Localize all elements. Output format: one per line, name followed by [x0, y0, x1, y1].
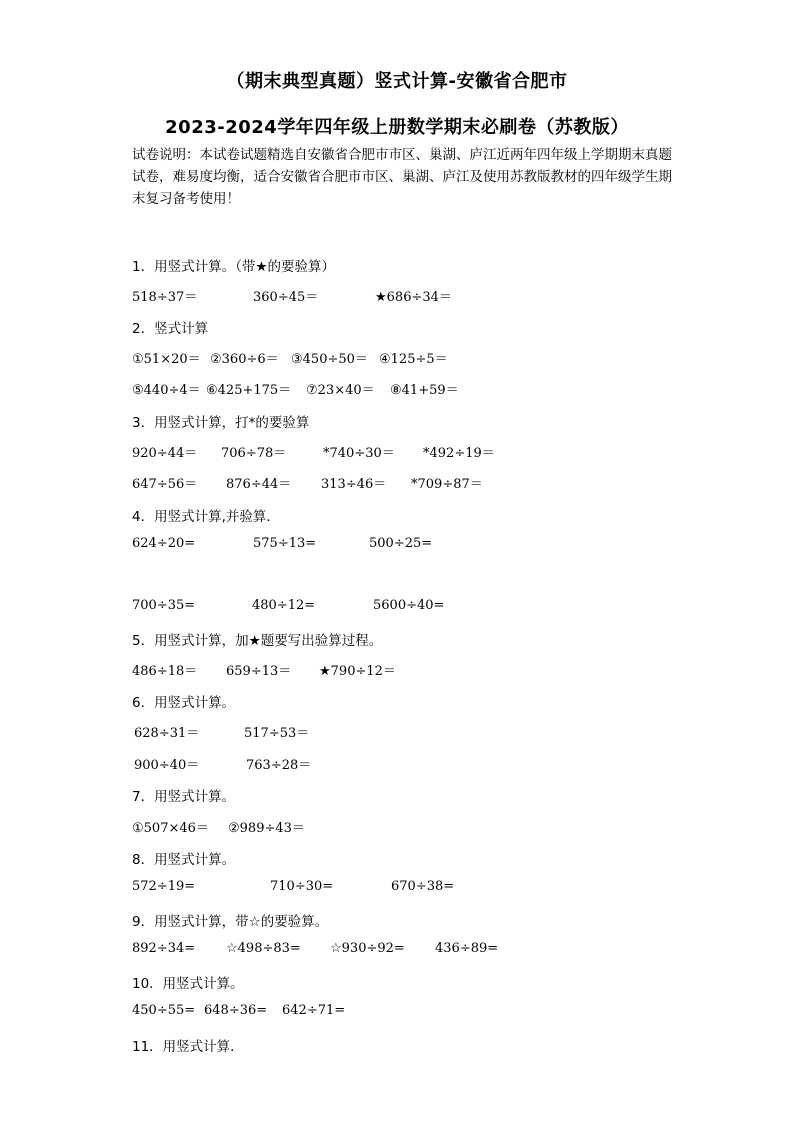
expr: 518÷37＝	[132, 290, 198, 305]
expr: ②360÷6＝	[210, 352, 279, 367]
expr: 920÷44＝	[132, 446, 198, 461]
expr: 659÷13＝	[226, 664, 292, 679]
question-11-heading: 11．用竖式计算．	[132, 1039, 244, 1055]
expr: ③450÷50＝	[291, 352, 368, 367]
question-10-heading: 10．用竖式计算。	[132, 976, 244, 992]
question-9-heading: 9．用竖式计算，带☆的要验算。	[132, 914, 329, 930]
expr: 450÷55=	[132, 1003, 196, 1018]
expr: 628÷31＝	[134, 726, 200, 741]
expr: ★790÷12＝	[319, 664, 396, 679]
expr: 876÷44＝	[226, 477, 292, 492]
expr: 900÷40＝	[134, 758, 200, 773]
question-7-heading: 7．用竖式计算。	[132, 789, 236, 805]
expr: 648÷36=	[204, 1003, 268, 1018]
expr: ☆930÷92=	[330, 941, 405, 956]
expr: ④125÷5＝	[379, 352, 448, 367]
expr: 624÷20=	[132, 536, 196, 551]
expr: 670÷38=	[391, 879, 455, 894]
expr: ①507×46＝	[132, 821, 209, 836]
expr: ⑦23×40＝	[306, 383, 375, 398]
expr: 647÷56＝	[132, 477, 198, 492]
expr: 5600÷40=	[373, 598, 445, 613]
question-8-heading: 8．用竖式计算。	[132, 852, 236, 868]
expr: ⑥425+175＝	[206, 383, 292, 398]
expr: 575÷13=	[253, 536, 317, 551]
exam-description: 试卷说明：本试卷试题精选自安徽省合肥市市区、巢湖、庐江近两年四年级上学期期末真题试卷，难易度均衡，适合安徽省合肥市市区、巢湖、庐江及使用苏教版教材的四年级学生期末复习备考使用！	[132, 147, 672, 207]
title-line-1: （期末典型真题）竖式计算-安徽省合肥市	[226, 71, 568, 92]
expr: 700÷35=	[132, 598, 196, 613]
expr: ①51×20＝	[132, 352, 201, 367]
expr: 892÷34=	[132, 941, 196, 956]
question-5-heading: 5．用竖式计算，加★题要写出验算过程。	[132, 633, 383, 649]
expr: 480÷12=	[252, 598, 316, 613]
expr: 642÷71=	[282, 1003, 346, 1018]
expr: 500÷25=	[369, 536, 433, 551]
expr: ②989÷43＝	[228, 821, 305, 836]
expr: 706÷78＝	[221, 446, 287, 461]
question-4-heading: 4．用竖式计算,并验算．	[132, 509, 280, 525]
expr: 436÷89=	[435, 941, 499, 956]
expr: ⑧41+59＝	[390, 383, 459, 398]
expr: 360÷45＝	[253, 290, 319, 305]
question-2-heading: 2．竖式计算	[132, 321, 209, 337]
expr: ★686÷34＝	[375, 290, 452, 305]
question-6-heading: 6．用竖式计算。	[132, 695, 236, 711]
question-1-heading: 1．用竖式计算。（带★的要验算）	[132, 259, 335, 275]
expr: ⑤440÷4＝	[132, 383, 201, 398]
expr: *492÷19＝	[423, 446, 495, 461]
question-3-heading: 3．用竖式计算，打*的要验算	[132, 415, 310, 431]
expr: ☆498÷83=	[226, 941, 301, 956]
expr: 763÷28＝	[246, 758, 312, 773]
expr: 313÷46＝	[321, 477, 387, 492]
expr: 572÷19=	[132, 879, 196, 894]
expr: *709÷87＝	[411, 477, 483, 492]
expr: 517÷53＝	[244, 726, 310, 741]
expr: 710÷30=	[270, 879, 334, 894]
title-line-2: 2023-2024学年四年级上册数学期末必刷卷（苏教版）	[165, 117, 629, 138]
expr: 486÷18＝	[132, 664, 198, 679]
expr: *740÷30＝	[323, 446, 395, 461]
